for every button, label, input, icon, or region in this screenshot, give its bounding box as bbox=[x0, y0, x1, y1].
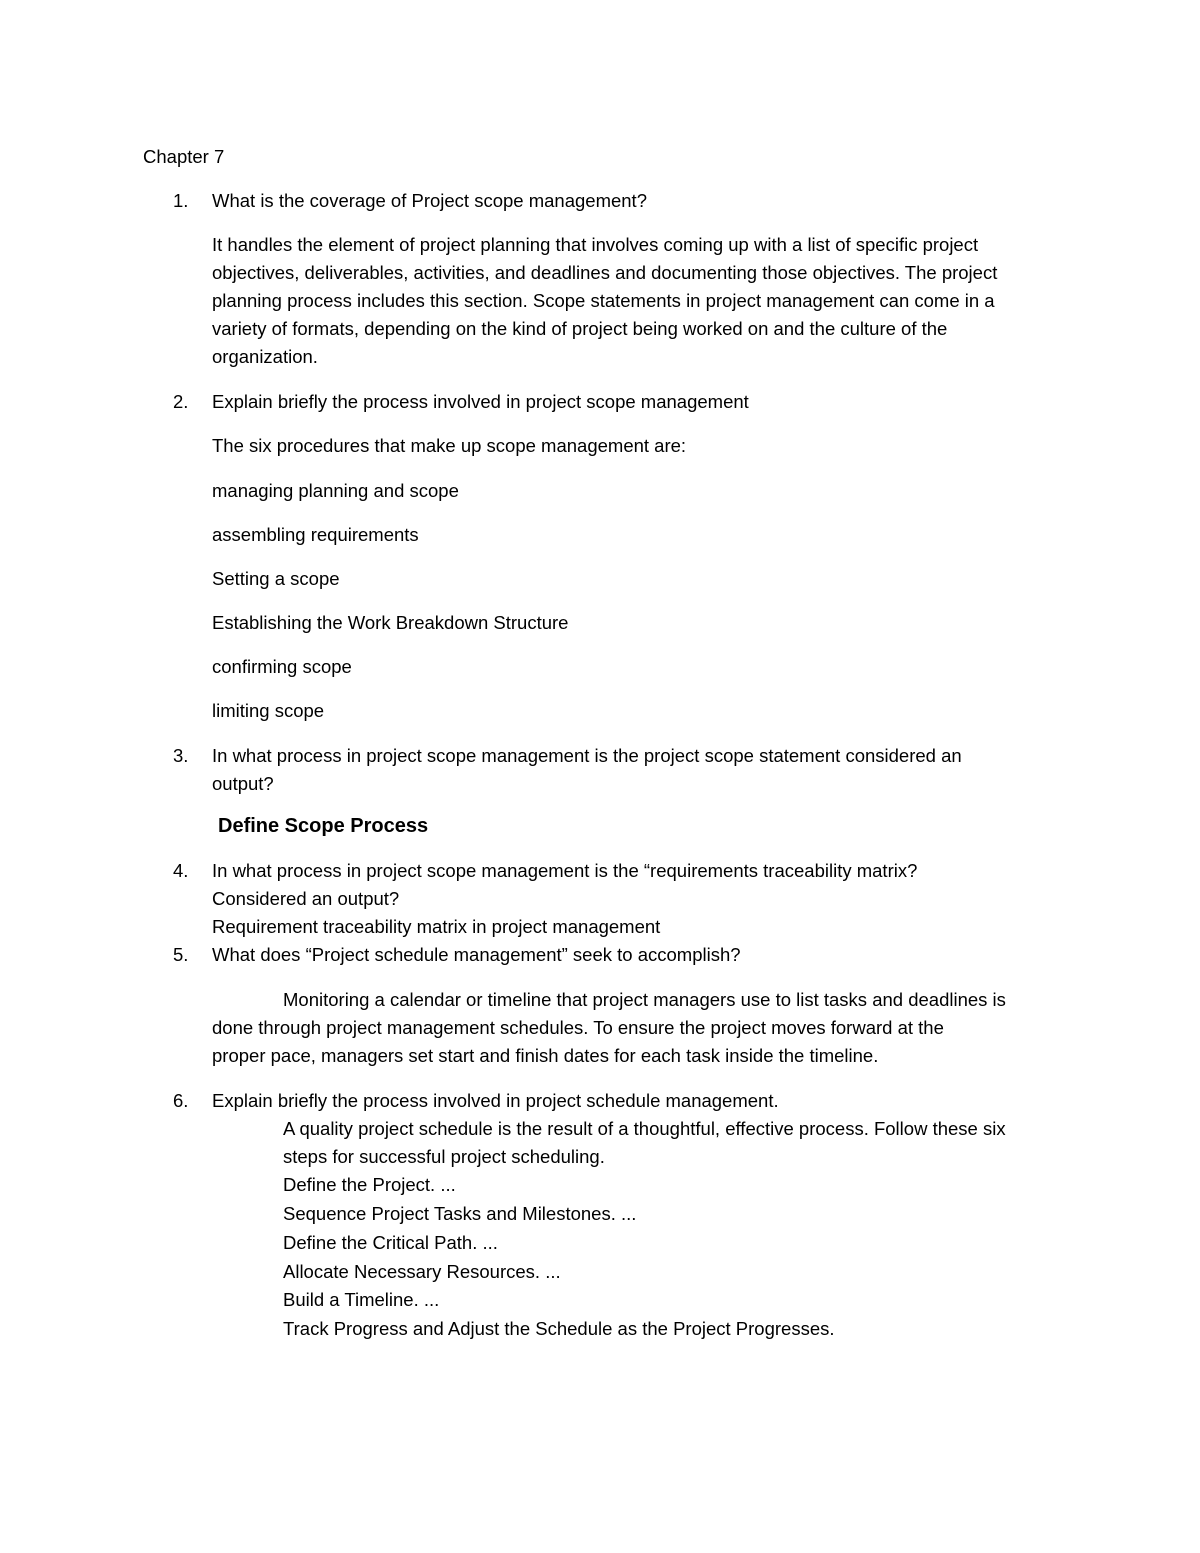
q3-answer-heading: Define Scope Process bbox=[218, 815, 429, 837]
q5-answer-line: proper pace, managers set start and finish dates for each task inside the timeline. bbox=[212, 1045, 879, 1066]
q6-step: Build a Timeline. ... bbox=[283, 1289, 440, 1310]
q6-step: Allocate Necessary Resources. ... bbox=[283, 1261, 561, 1282]
q4-number: 4. bbox=[173, 860, 189, 881]
q3-question-line: In what process in project scope management is the project scope statement considered an bbox=[212, 745, 962, 766]
q1-answer-line: planning process includes this section. Scope statements in project management can come in a bbox=[212, 290, 995, 311]
q2-list-item: limiting scope bbox=[212, 700, 325, 721]
q6-number: 6. bbox=[173, 1090, 189, 1111]
q4-answer: Requirement traceability matrix in project management bbox=[212, 916, 661, 937]
q6-answer-line: steps for successful project scheduling. bbox=[283, 1146, 605, 1167]
q2-list-item: confirming scope bbox=[212, 656, 352, 677]
q2-question: Explain briefly the process involved in project scope management bbox=[212, 391, 749, 412]
q5-answer-line: done through project management schedules. To ensure the project moves forward at the bbox=[212, 1017, 944, 1038]
q6-step: Define the Critical Path. ... bbox=[283, 1232, 498, 1253]
q6-question: Explain briefly the process involved in project schedule management. bbox=[212, 1090, 779, 1111]
q5-number: 5. bbox=[173, 944, 189, 965]
q2-list-item: Setting a scope bbox=[212, 568, 340, 589]
q1-answer-line: It handles the element of project planning that involves coming up with a list of specific project bbox=[212, 234, 979, 255]
q1-answer-line: variety of formats, depending on the kind of project being worked on and the culture of the bbox=[212, 318, 948, 339]
q2-list-item: assembling requirements bbox=[212, 524, 419, 545]
q1-answer-line: objectives, deliverables, activities, and deadlines and documenting those objectives. The project bbox=[212, 262, 998, 283]
q6-step: Track Progress and Adjust the Schedule as the Project Progresses. bbox=[283, 1318, 835, 1339]
q3-question-line: output? bbox=[212, 773, 274, 794]
q2-number: 2. bbox=[173, 391, 189, 412]
q1-number: 1. bbox=[173, 190, 189, 211]
q5-question: What does “Project schedule management” seek to accomplish? bbox=[212, 944, 741, 965]
q5-answer-line: Monitoring a calendar or timeline that project managers use to list tasks and deadlines is bbox=[283, 989, 1006, 1010]
q2-list-item: Establishing the Work Breakdown Structure bbox=[212, 612, 569, 633]
q6-answer-line: A quality project schedule is the result of a thoughtful, effective process. Follow these six bbox=[283, 1118, 1006, 1139]
q1-question: What is the coverage of Project scope management? bbox=[212, 190, 647, 211]
q3-number: 3. bbox=[173, 745, 189, 766]
q6-step: Define the Project. ... bbox=[283, 1174, 456, 1195]
chapter-title: Chapter 7 bbox=[143, 146, 225, 167]
q2-intro: The six procedures that make up scope management are: bbox=[212, 435, 687, 456]
q4-question-line: In what process in project scope management is the “requirements traceability matrix? bbox=[212, 860, 918, 881]
q1-answer-line: organization. bbox=[212, 346, 318, 367]
q4-question-line: Considered an output? bbox=[212, 888, 400, 909]
q6-step: Sequence Project Tasks and Milestones. ... bbox=[283, 1203, 637, 1224]
q2-list-item: managing planning and scope bbox=[212, 480, 459, 501]
